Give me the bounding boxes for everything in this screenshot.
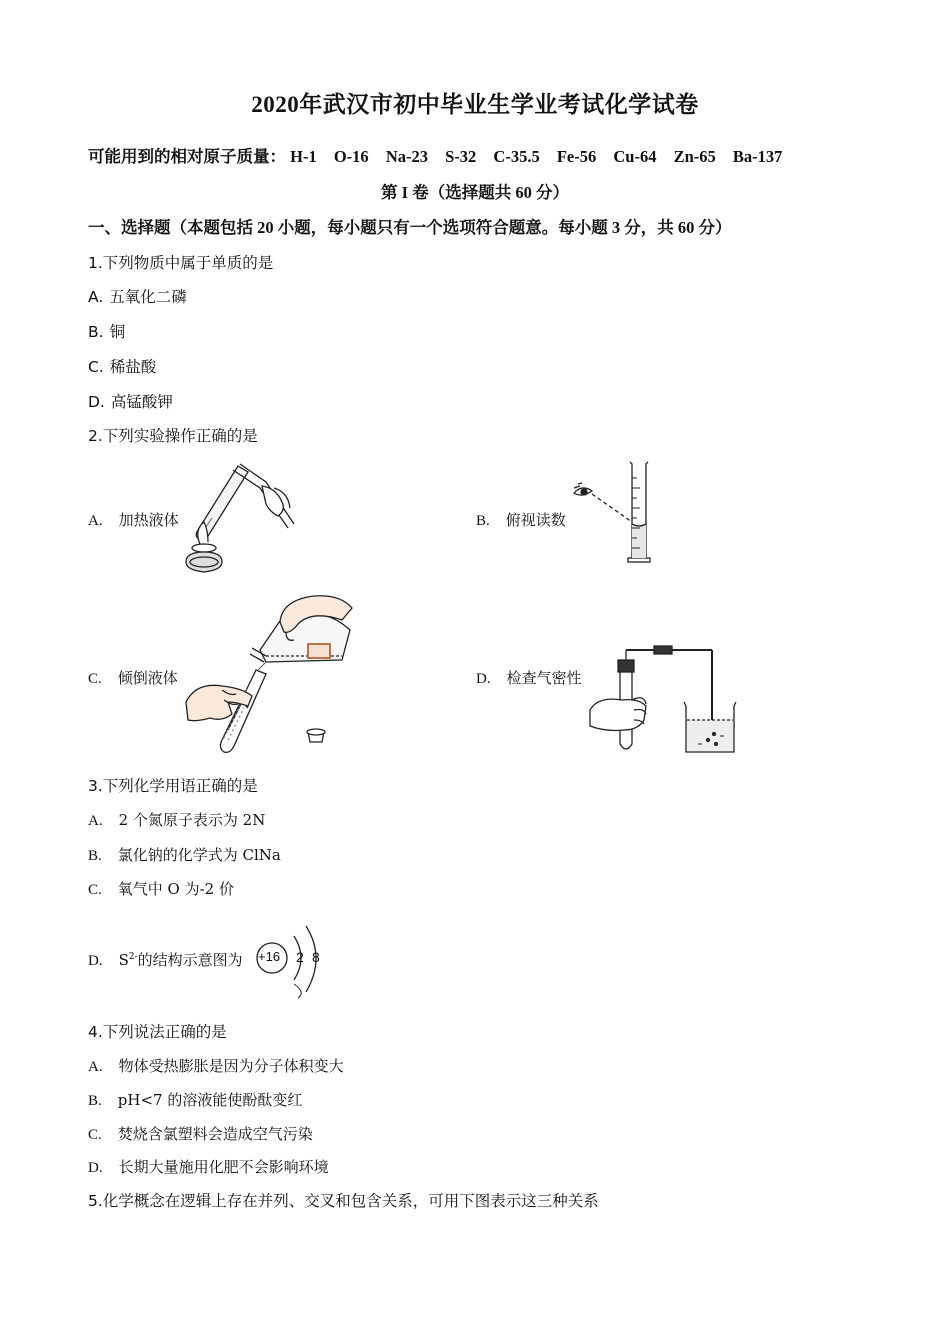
option-letter: D.: [476, 671, 491, 687]
question-number: 4.: [88, 1023, 103, 1041]
option-text: 氧气中 O 为-2 价: [117, 880, 234, 898]
option-letter: B.: [88, 1093, 102, 1109]
part-title: 第 I 卷（选择题共 60 分）: [381, 183, 569, 202]
option: [88, 509, 179, 530]
question-stem: [88, 1020, 227, 1042]
pouring-liquid-figure: [182, 590, 360, 760]
question-text: 下列物质中属于单质的是: [102, 254, 274, 272]
exam-title: 2020年武汉市初中毕业生学业考试化学试卷: [251, 92, 699, 117]
option: [88, 667, 178, 688]
question-text: 下列化学用语正确的是: [102, 777, 258, 795]
option-text: 的结构示意图为: [137, 951, 243, 969]
question-stem: [88, 424, 258, 446]
atomic-structure-diagram: [254, 918, 334, 1002]
option-letter: D.: [88, 1160, 103, 1176]
atomic-masses: [88, 143, 782, 167]
option: [88, 949, 243, 970]
atomic-mass-item: S-32: [445, 147, 477, 166]
shell-electrons: 2: [296, 949, 304, 965]
option-text: pH<7 的溶液能使酚酞变红: [117, 1091, 303, 1109]
option-letter: A.: [88, 813, 103, 829]
option-text: 加热液体: [118, 511, 179, 529]
option-letter: D.: [88, 393, 105, 411]
option-letter: C.: [88, 358, 104, 376]
option-letter: D.: [88, 953, 103, 969]
question-number: 5.: [88, 1192, 103, 1210]
option-text: 稀盐酸: [109, 358, 157, 376]
question-number: 1.: [88, 254, 103, 272]
option-text: 焚烧含氯塑料会造成空气污染: [117, 1125, 313, 1143]
option-letter: A.: [88, 1059, 103, 1075]
option: [476, 667, 582, 688]
atomic-mass-item: O-16: [333, 147, 369, 166]
option: [88, 809, 265, 830]
option-text: 高锰酸钾: [110, 393, 173, 411]
option-text: 长期大量施用化肥不会影响环境: [118, 1158, 329, 1176]
airtightness-check-figure: [588, 640, 748, 758]
question-text: 下列实验操作正确的是: [102, 427, 258, 445]
option: [88, 285, 187, 307]
atomic-mass-item: C-35.5: [493, 147, 540, 166]
option-text: 五氧化二磷: [109, 288, 187, 306]
atomic-mass-item: Fe-56: [556, 147, 597, 166]
option-text: 2 个氮原子表示为 2N: [118, 811, 266, 829]
ion-charge: 2-: [128, 952, 138, 962]
question-text: 化学概念在逻辑上存在并列、交叉和包含关系，可用下图表示这三种关系: [102, 1192, 599, 1210]
question-stem: [88, 774, 258, 796]
option-letter: C.: [88, 1127, 102, 1143]
option: [476, 509, 566, 530]
atomic-mass-item: Na-23: [385, 147, 428, 166]
option-letter: B.: [476, 513, 490, 529]
option: [88, 878, 234, 899]
heating-liquid-figure: [178, 458, 303, 576]
option-text: 铜: [109, 323, 126, 341]
option-letter: A.: [88, 513, 103, 529]
atomic-mass-item: Zn-65: [673, 147, 716, 166]
option-letter: C.: [88, 671, 102, 687]
atomic-mass-item: H-1: [290, 147, 317, 166]
option: [88, 320, 125, 342]
option-text: 检查气密性: [506, 669, 582, 687]
option: [88, 1089, 302, 1110]
option: [88, 1055, 344, 1076]
question-stem: [88, 1189, 599, 1211]
question-number: 3.: [88, 777, 103, 795]
shell-electrons: 8: [312, 949, 320, 965]
option: [88, 1156, 329, 1177]
option: [88, 390, 173, 412]
question-number: 2.: [88, 427, 103, 445]
question-text: 下列说法正确的是: [102, 1023, 227, 1041]
atomic-mass-item: Ba-137: [732, 147, 783, 166]
nucleus-charge: +16: [258, 949, 281, 964]
option: [88, 355, 156, 377]
option-letter: C.: [88, 882, 102, 898]
option-text: 氯化钠的化学式为 ClNa: [117, 846, 281, 864]
graduated-cylinder-figure: [570, 458, 665, 568]
option-letter: B.: [88, 848, 102, 864]
option-letter: A.: [88, 288, 104, 306]
section-title: 一、选择题（本题包括 20 小题，每小题只有一个选项符合题意。每小题 3 分，共 60 分）: [88, 218, 732, 237]
option-text: 俯视读数: [505, 511, 566, 529]
atomic-mass-item: Cu-64: [613, 147, 657, 166]
atomic-masses-label: 可能用到的相对原子质量：: [88, 147, 286, 166]
option-letter: B.: [88, 323, 104, 341]
option: [88, 1123, 313, 1144]
question-stem: [88, 251, 273, 273]
option-text: S: [118, 951, 129, 969]
option-text: 物体受热膨胀是因为分子体积变大: [118, 1057, 344, 1075]
option: [88, 844, 281, 865]
option-text: 倾倒液体: [117, 669, 178, 687]
